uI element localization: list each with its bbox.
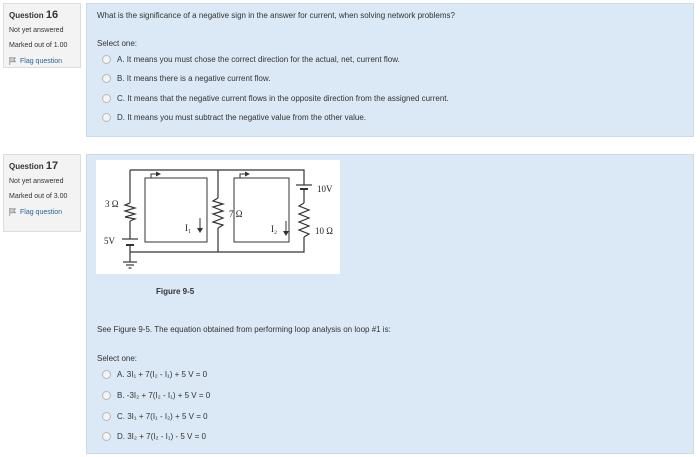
q16-select-one: Select one: (97, 39, 138, 48)
q16-option-c[interactable] (102, 94, 449, 103)
q16-label: Question (9, 11, 44, 20)
q17-option-a-label[interactable]: A. 3I₁ + 7(I₂ - I₁) + 5 V = 0 (117, 370, 208, 379)
q16-option-b[interactable] (102, 74, 270, 83)
q17-option-a[interactable] (102, 370, 207, 379)
radio-button[interactable] (102, 113, 111, 122)
flag-icon (9, 57, 17, 65)
label-v2: 10V (317, 184, 333, 194)
resistor-7ohm (213, 198, 223, 228)
q16-flag-question[interactable] (9, 57, 76, 65)
radio-button[interactable] (102, 432, 111, 441)
label-r3: 10 Ω (315, 226, 333, 236)
ground-symbol (123, 262, 137, 268)
label-v1: 5V (104, 236, 115, 246)
q16-number (9, 9, 76, 21)
q17-option-d-label[interactable]: D. 3I₂ + 7(I₂ - I₁) - 5 V = 0 (117, 432, 206, 441)
radio-button[interactable] (102, 391, 111, 400)
q16-option-a[interactable] (102, 55, 400, 64)
label-r1: 3 Ω (105, 199, 119, 209)
radio-button[interactable] (102, 370, 111, 379)
battery-5v (122, 239, 138, 245)
q17-option-b-label[interactable]: B. -3I₂ + 7(I₂ - I₁) + 5 V = 0 (117, 391, 211, 400)
q16-option-d-label[interactable]: D. It means you must subtract the negative value from the other value. (117, 113, 367, 122)
radio-button[interactable] (102, 55, 111, 64)
loop-1-outline (145, 178, 207, 242)
q16-flag-label[interactable]: Flag question (20, 57, 63, 65)
label-i2: I₂ (271, 224, 278, 234)
radio-button[interactable] (102, 94, 111, 103)
q16-option-a-label[interactable]: A. It means you must chose the correct direction for the actual, net, current flow. (117, 55, 400, 64)
q17-flag-question[interactable] (9, 208, 76, 216)
q17-grade: Marked out of 3.00 (9, 193, 68, 200)
q16-option-c-label[interactable]: C. It means that the negative current flows in the opposite direction from the assigned current. (117, 94, 449, 103)
q17-flag-label[interactable]: Flag question (20, 208, 63, 216)
q17-content (86, 154, 694, 454)
radio-button[interactable] (102, 412, 111, 421)
resistor-3ohm (125, 203, 135, 221)
q17-option-c-label[interactable]: C. 3I₁ + 7(I₁ - I₂) + 5 V = 0 (117, 412, 208, 421)
q17-option-c[interactable] (102, 412, 208, 421)
label-i1: I₁ (185, 223, 192, 233)
q17-select-one: Select one: (97, 354, 138, 363)
q16-option-b-label[interactable]: B. It means there is a negative current flow. (117, 74, 271, 83)
flag-icon (9, 208, 17, 216)
q17-label: Question (9, 162, 44, 171)
figure-caption: Figure 9-5 (156, 287, 195, 296)
q16-number-value: 16 (45, 9, 59, 21)
circuit-diagram (96, 160, 340, 274)
q17-state: Not yet answered (9, 178, 64, 185)
circuit-figure (96, 160, 340, 274)
current-i2-arrow (283, 221, 289, 236)
q16-state: Not yet answered (9, 27, 64, 34)
q16-info-panel (3, 3, 81, 68)
loop-1-arrow (156, 172, 161, 177)
q17-text: See Figure 9-5. The equation obtained from performing loop analysis on loop #1 is: (97, 325, 391, 334)
loop-2-arrow (245, 172, 250, 177)
q17-option-d[interactable] (102, 432, 206, 441)
q16-text: What is the significance of a negative sign in the answer for current, when solving network problems? (97, 11, 455, 20)
label-r2: 7 Ω (229, 209, 243, 219)
radio-button[interactable] (102, 74, 111, 83)
q17-number (9, 160, 76, 172)
q17-number-value: 17 (45, 160, 59, 172)
q16-option-d[interactable] (102, 113, 366, 122)
current-i1-arrow (197, 218, 203, 233)
resistor-10ohm (299, 203, 309, 237)
q17-option-b[interactable] (102, 391, 210, 400)
q17-info-panel (3, 154, 81, 232)
q16-content (86, 3, 694, 137)
battery-10v (296, 185, 312, 189)
q16-grade: Marked out of 1.00 (9, 42, 68, 49)
